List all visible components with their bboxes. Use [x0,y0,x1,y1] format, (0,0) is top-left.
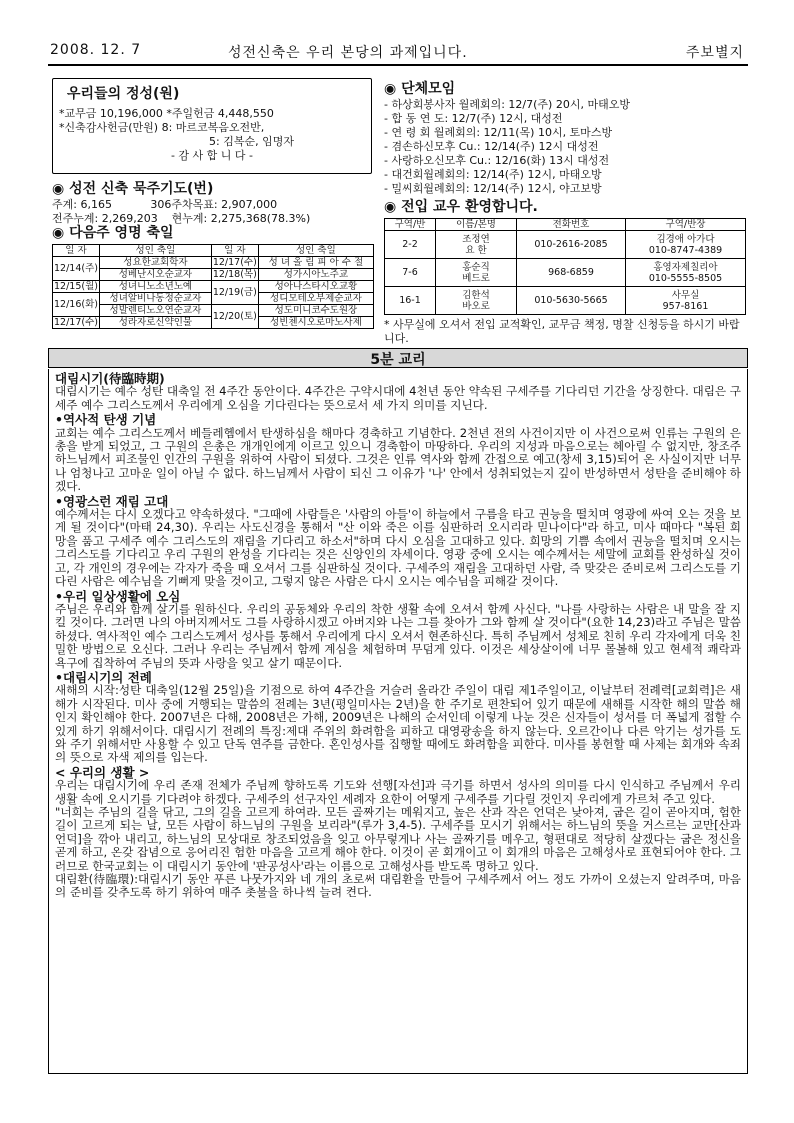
table-row: 12/15(월) 성녀니노소년노예 12/19(금) 성아나스타시오교황 [53,281,374,293]
sermon-body [48,369,748,1074]
sermon-subheading: •영광스런 재림 고대 [55,493,169,509]
saints-section [52,222,374,329]
target-icon: ◉ [384,81,402,97]
offerings-line2: *신축감사헌금(만원) 8: 마르코복음오전반, [59,121,265,134]
table-row: 12/14(주) 성요한교회학자 12/17(수) 성 녀 올 림 피 아 수 절 [53,257,374,269]
col-name: 이름/본명 [436,219,517,231]
col-saint: 성인 축일 [258,245,373,257]
prayer-section [52,178,372,226]
groups-item: - 대건회월례회의: 12/14(주) 12시, 마태오방 [384,168,602,181]
header-date: 2008. 12. 7 [50,42,142,58]
prayer-line2: 전주누계: 2,269,203 현누계: 2,275,368(78.3%) [52,212,311,225]
sermon-paragraph: 새해의 시작:성탄 대축일(12월 25일)을 기점으로 하여 4주간을 거슬러 올라간 주일이 대림 제1주일이고, 이날부터 전례력[교회력]은 새해가 시작된다. 미사 중에 거행되는 말씀의 전례는 3년(평일미사는 2년)을 한 주기로 편찬되어 있기 때문에 새해를 시작한 해의 말씀 해인지 확인해야 한다. 2007년은 다해, 2008년은 가해, 2009년은 나해의 순서인데 이렇게 나눈 것은 신자들이 성서를 더 폭넓게 접할 수 있게 하기 위해서이다. 대림시기 전례의 특징:제대 주위의 화려함을 피하고 대영광송을 하지 않는다. 오르간이나 다른 악기는 성가를 도와 주기 위해서만 사용할 수 있고 단독 연주를 금한다. 혼인성사를 집행할 때에도 화려함을 피한다. 미사를 봉헌할 때 사제는 회개와 속죄의 뜻으로 자색 제의를 입는다. [55,683,741,765]
sermon-heading: 대림시기(待臨時期) [55,371,165,386]
sermon-title-box [48,348,748,368]
saints-table [52,244,374,329]
table-row: 12/16(화) 성녀알비나동정순교자 성디모테오부제순교자 [53,293,374,305]
table-row: 12/17(수) 성라자로신약인물 성빈첸시오로마노사제 [53,317,374,329]
offerings-thanks: - 감 사 합 니 다 - [170,149,254,162]
sermon-paragraph: 대림환(待臨環):대림시기 동안 푸른 나뭇가지와 네 개의 초로써 대림환을 만들어 구세주께서 어느 정도 가까이 오셨는지 알려주며, 마음의 준비를 갖추도록 하기 위하여 매주 촛불을 하나씩 늘려 켠다. [55,872,741,900]
sermon-subheading: •대림시기의 전례 [55,669,152,685]
col-district: 구역/반 [385,219,436,231]
groups-item: - 겸손하신모후 Cu.: 12/14(주) 12시 대성전 [384,140,599,153]
header-title: 성전신축은 우리 본당의 과제입니다. [228,45,468,61]
newcomers-table [384,218,746,315]
sermon-paragraph: 우리는 대림시기에 우리 존재 전체가 주님께 향하도록 기도와 선행[자선]과 극기를 하면서 성사의 의미를 다시 인식하고 주님께서 우리 생활 속에 오시기를 기다려야 하겠다. 구세주의 선구자인 세례자 요한이 어떻게 구세주를 기다릴 것인지 우리에게 가르쳐 주고 있다. [55,778,741,806]
table-row: 성베난시오순교자 12/18(목) 성가시아노주교 [53,269,374,281]
prayer-title: 성전 신축 묵주기도(번) [69,181,214,197]
offerings-line1: *교무금 10,196,000 *주일헌금 4,448,550 [59,107,274,120]
groups-item: - 연 령 회 월례회의: 12/11(목) 10시, 토마스방 [384,126,613,139]
target-icon: ◉ [52,225,70,241]
table-row: 2-2 조정연 요 한 010-2616-2085 김경애 아가다 010-8747-4389 [385,231,746,259]
header-right: 주보별지 [685,45,744,61]
sermon-title: 5분 교리 [370,352,426,368]
newcomers-note: * 사무실에 오셔서 전입 교적확인, 교무금 책정, 명찰 신청등을 하시기 바랍니다. [384,318,740,345]
sermon-subheading: < 우리의 생활 > [55,764,150,780]
col-saint: 성인 축일 [99,245,211,257]
table-row: 성발렌티노오연순교자 12/20(토) 성도미니코수도원장 [53,305,374,317]
newcomers-section [384,196,748,346]
sermon-paragraph: "너희는 주님의 길을 닦고, 그의 길을 고르게 하여라. 모든 골짜기는 메워지고, 높은 산과 작은 언덕은 낮아져, 굽은 길이 곧아지며, 험한 길이 고르게 되는 날, 모든 사람이 하느님의 구원을 보리라"(루가 3,4-5). 구세주를 모시기 위해서는 하느님의 뜻을 거스르는 교만[산과 언덕]을 깎아 내리고, 하느님의 모상대로 창조되었음을 잊고 아무렇게나 사는 골짜기를 메우고, 형편대로 적당히 살겠다는 굽은 정신을 곧게 하고, 온갖 잡념으로 응어리진 험한 마음을 고르게 해야 한다. 이것이 곧 회개이고 이 회개의 마음은 고해성사로 표현되어야 한다. 그러므로 한국교회는 이 대림시기 동안에 '판공성사'라는 이름으로 고해성사를 받도록 명하고 있다. [55,805,741,873]
target-icon: ◉ [384,199,402,215]
groups-item: - 사랑하오신모후 Cu.: 12/16(화) 13시 대성전 [384,154,610,167]
groups-item: - 하상회봉사자 월례회의: 12/7(주) 20시, 마태오방 [384,98,630,111]
col-leader: 구역/반장 [626,219,746,231]
sermon-paragraph: 교회는 예수 그리스도께서 베들레헴에서 탄생하심을 해마다 경축하고 기념한다. 2천년 전의 사건이지만 이 사건으로써 인류는 구원의 은총을 받게 되었고, 그 구원의 은총은 개개인에게 이르고 있으니 경축함이 마땅하다. 우리의 지성과 마음으로는 헤아릴 수 없지만, 창조주 하느님께서 피조물인 인간의 구원을 위하여 사람이 되셨다. 그것은 인류 역사와 함께 간접으로 예고(창세 3,15)되어 온 사실이지만 너무나 엄청나고 고마운 일이 아닐 수 없다. 하느님께서 사람이 되신 그 이유가 '나' 안에서 성취되었는지 깊이 반성하면서 성탄을 준비해야 하겠다. [55,425,741,494]
table-row: 16-1 김한석 바오로 010-5630-5665 사무실 957-8161 [385,287,746,315]
groups-section [384,78,748,196]
groups-item: - 밀씨회월례회의: 12/14(주) 12시, 야고보방 [384,182,602,195]
target-icon: ◉ [52,181,70,197]
saints-title: 다음주 영명 축일 [69,225,174,241]
offerings-line3: 5: 김복순, 임명자 [209,135,294,148]
sermon-subheading: •우리 일상생활에 오심 [55,588,181,604]
groups-title: 단체모임 [401,81,456,97]
table-header [53,245,374,257]
table-header [385,219,746,231]
newcomers-title: 전입 교우 환영합니다. [401,199,538,215]
sermon-paragraph: 예수께서는 다시 오겠다고 약속하셨다. "그때에 사람들은 '사람의 아들'이 하늘에서 구름을 타고 권능을 떨치며 영광에 싸여 오는 것을 보게 될 것이다"(마태 24,30). 우리는 사도신경을 통해서 "산 이와 죽은 이를 심판하러 오시리라 믿나이다"라 하고, 미사 때마다 "복된 희망을 품고 구세주 예수 그리스도의 재림을 기다리고 하소서"하며 다시 오심을 고대하고 있다. 희망의 기쁨 속에서 권능을 떨치며 오시는 그리스도를 기다리고 우리 구원의 완성을 기다리는 것은 신앙인의 자세이다. 영광 중에 오시는 예수께서는 세말에 교회를 완성하실 것이고, 각 개인의 경우에는 각자가 죽을 때 오셔서 그를 심판하실 것이다. 구세주의 재림을 고대하던 사람, 즉 맞갖은 준비로써 그리스도를 기다린 사람은 예수님을 기뻐게 맞을 것이고, 그렇지 않은 사람은 다시 오시는 예수님을 피해갈 것이다. [55,507,741,589]
table-row: 7-6 홍순직 베드로 968-6859 홍영자제칠리아 010-5555-8505 [385,259,746,287]
prayer-line1: 주계: 6,165 306주차목표: 2,907,000 [52,198,278,211]
offerings-title: 우리들의 정성(원) [67,86,180,102]
page-header [48,38,748,66]
groups-item: - 합 동 연 도: 12/7(주) 12시, 대성전 [384,112,563,125]
col-phone: 전화번호 [517,219,626,231]
sermon-paragraph: 대림시기는 예수 성탄 대축일 전 4주간 동안이다. 4주간은 구약시대에 4천년 동안 약속된 구세주를 기다리던 기간을 상징한다. 대림은 구세주 예수 그리스도께서 우리에게 오심을 기다린다는 뜻으로서 세 가지 의미를 지닌다. [55,384,741,412]
offerings-box [52,78,372,174]
col-date: 일 자 [211,245,258,257]
sermon-subheading: •역사적 탄생 기념 [55,412,157,428]
sermon-paragraph: 주님은 우리와 함께 살기를 원하신다. 우리의 공동체와 우리의 착한 생활 속에 오셔서 함께 사신다. "나를 사랑하는 사람은 내 말을 잘 지킬 것이다. 그러면 나의 아버지께서도 그를 사랑하시겠고 아버지와 나는 그를 찾아가 그와 함께 살 것이다"(요한 14,23)라고 주님은 말씀하셨다. 역사적인 예수 그리스도께서 성사를 통해서 우리에게 다시 오셔서 현존하신다. 특히 주님께서 성체로 친히 우리 각자에게 더욱 친밀한 방법으로 오신다. 그러나 우리는 주님께서 함께 계심을 체험하며 무덤게 있다. 이것은 세상살이에 너무 몰볼해 있고 현세적 쾌락과 욕구에 집착하여 주님의 뜻과 사랑을 잊고 살기 때문이다. [55,601,742,670]
col-date: 일 자 [53,245,100,257]
